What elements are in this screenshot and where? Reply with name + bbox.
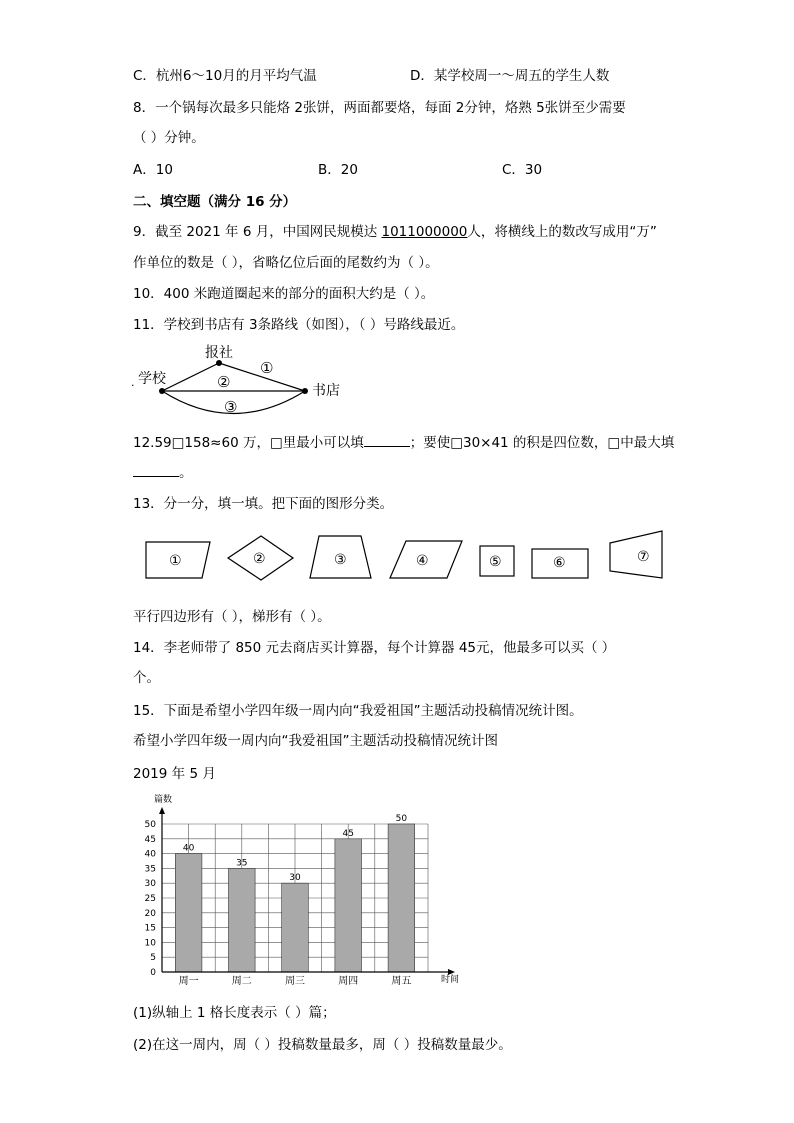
- section-heading: 二、填空题（满分 16 分）: [133, 194, 297, 210]
- q7-option-c: C．杭州6～10月的月平均气温: [133, 68, 317, 84]
- chart-title: 希望小学四年级一周内向“我爱祖国”主题活动投稿情况统计图: [133, 733, 498, 749]
- shape-7-label: ⑦: [637, 549, 650, 565]
- y-tick-label: 50: [144, 820, 156, 830]
- q14-stem: 14．李老师带了 850 元去商店买计算器，每个计算器 45元，他最多可以买（ ）: [133, 640, 616, 656]
- q9-number: 1011000000: [381, 224, 468, 240]
- q7-option-d: D．某学校周一～周五的学生人数: [410, 68, 610, 84]
- q8-stem: 8．一个锅每次最多只能烙 2张饼，两面都要烙，每面 2分钟，烙熟 5张饼至少需要: [133, 100, 626, 116]
- y-axis-label: 篇数: [154, 795, 173, 805]
- y-tick-label: 5: [150, 953, 156, 964]
- y-tick-label: 30: [144, 879, 156, 890]
- q8-option-a: A．10: [133, 162, 173, 178]
- bar-value-label: 50: [395, 814, 408, 824]
- y-tick-label: 10: [144, 938, 156, 949]
- q12-mid: ；要使□30×41 的积是四位数，□中最大填: [409, 435, 675, 451]
- bar-chart: [130, 790, 470, 990]
- q15-sub2: (2)在这一周内，周（ ）投稿数量最多，周（ ）投稿数量最少。: [133, 1037, 512, 1053]
- q8-option-c: C．30: [502, 162, 543, 178]
- q10-stem: 10．400 米跑道圈起来的部分的面积大约是（ ）。: [133, 286, 435, 302]
- bar-4: [335, 839, 362, 972]
- shape-7-quadrilateral: [610, 531, 662, 578]
- q13-stem: 13．分一分，填一填。把下面的图形分类。: [133, 496, 394, 512]
- q8-blank-line: （ ）分钟。: [133, 130, 205, 146]
- bar-value-label: 45: [342, 828, 354, 839]
- route-1-label: ①: [260, 359, 274, 377]
- x-tick-label: 周四: [338, 976, 359, 987]
- y-tick-label: 20: [144, 908, 156, 919]
- chart-subtitle: 2019 年 5 月: [133, 766, 216, 782]
- y-tick-label: 15: [144, 923, 156, 934]
- bar-value-label: 35: [236, 858, 248, 869]
- q15-stem: 15．下面是希望小学四年级一周内向“我爱祖国”主题活动投稿情况统计图。: [133, 703, 583, 719]
- q9-pre: 9．截至 2021 年 6 月，中国网民规模达: [133, 224, 382, 240]
- q12-pre: 12.59□158≈60 万，□里最小可以填: [133, 435, 364, 451]
- bar-1: [175, 854, 202, 972]
- y-tick-label: 0: [150, 968, 156, 978]
- school-dot: [159, 388, 165, 394]
- bookstore-label: 书店: [312, 383, 340, 399]
- shape-3-label: ③: [334, 552, 347, 568]
- q12-blank-2: [133, 462, 179, 477]
- q11-stem: 11．学校到书店有 3条路线（如图），（ ）号路线最近。: [133, 317, 465, 333]
- x-tick-label: 周二: [231, 976, 252, 987]
- newspaper-label: 报社: [205, 345, 233, 361]
- shape-5-label: ⑤: [489, 554, 502, 570]
- q9-line2: 作单位的数是（ ），省略亿位后面的尾数约为（ ）。: [133, 255, 439, 271]
- route-diagram: [128, 340, 358, 420]
- q12-line2: [133, 462, 193, 483]
- route-segment-school-newspaper: [162, 363, 219, 391]
- shape-6-label: ⑥: [553, 555, 566, 571]
- q9-post: 人，将横线上的数改写成用“万”: [467, 224, 657, 240]
- y-axis-arrow: [159, 807, 165, 814]
- x-tick-label: 周一: [178, 976, 199, 987]
- x-tick-label: 周五: [391, 976, 412, 987]
- x-axis-label: 时间: [441, 975, 460, 985]
- svg-text:.: .: [131, 376, 135, 389]
- y-tick-label: 40: [144, 849, 156, 860]
- shape-2-label: ②: [253, 551, 266, 567]
- y-tick-label: 25: [144, 894, 156, 904]
- route-2-label: ②: [217, 373, 231, 391]
- y-tick-label: 35: [144, 864, 156, 875]
- q12-stem: [133, 432, 674, 453]
- shapes-row: [140, 528, 670, 586]
- route-3-label: ③: [224, 398, 238, 416]
- shape-1-label: ①: [169, 553, 182, 569]
- shape-4-label: ④: [416, 553, 429, 569]
- q12-blank-1: [364, 432, 410, 447]
- x-tick-label: 周三: [285, 976, 305, 987]
- q13-answer: 平行四边形有（ ），梯形有（ ）。: [133, 609, 331, 625]
- bookstore-dot: [302, 388, 308, 394]
- q8-option-b: B．20: [318, 162, 358, 178]
- bar-2: [229, 868, 256, 972]
- y-tick-label: 45: [144, 834, 156, 845]
- q9-stem: [133, 222, 657, 242]
- q14-line2: 个。: [133, 670, 160, 686]
- bar-3: [282, 883, 309, 972]
- q12-end: 。: [179, 465, 193, 481]
- bar-value-label: 40: [182, 843, 195, 854]
- q15-sub1: (1)纵轴上 1 格长度表示（ ）篇；: [133, 1005, 336, 1021]
- school-label: 学校: [138, 371, 166, 387]
- bar-5: [388, 824, 415, 972]
- bar-value-label: 30: [289, 873, 301, 884]
